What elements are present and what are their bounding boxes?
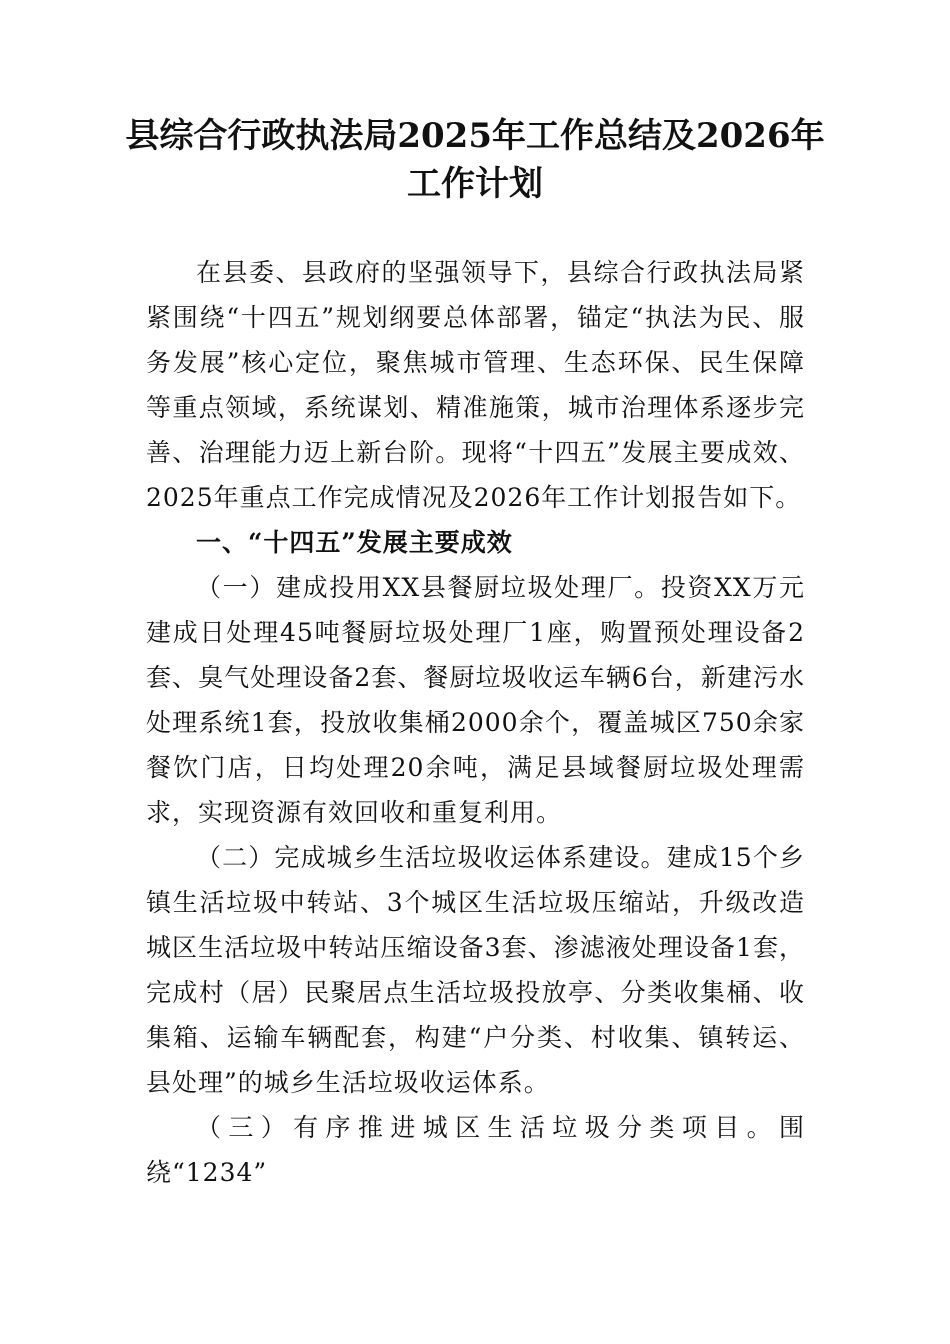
item-paragraph-2: （二）完成城乡生活垃圾收运体系建设。建成15个乡镇生活垃圾中转站、3个城区生活垃圾压缩站，升级改造城区生活垃圾中转站压缩设备3套、渗滤液处理设备1套，完成村（居）民聚居点生活垃圾投放亭、分类收集桶、收集箱、运输车辆配套，构建“户分类、村收集、镇转运、县处理”的城乡生活垃圾收运体系。 [146, 843, 805, 1097]
item-paragraph-3: （三）有序推进城区生活垃圾分类项目。围绕“1234” [146, 1113, 805, 1187]
item-paragraph-1: （一）建成投用XX县餐厨垃圾处理厂。投资XX万元建成日处理45吨餐厨垃圾处理厂1座，购置预处理设备2套、臭气处理设备2套、餐厨垃圾收运车辆6台，新建污水处理系统1套，投放收集桶2000余个，覆盖城区750余家餐饮门店，日均处理20余吨，满足县域餐厨垃圾处理需求，实现资源有效回收和重复利用。 [146, 573, 805, 827]
section-heading: 一、“十四五”发展主要成效 [196, 528, 513, 557]
document-title: 县综合行政执法局2025年工作总结及2026年工作计划 [125, 116, 825, 204]
document-body [146, 250, 805, 1195]
intro-paragraph: 在县委、县政府的坚强领导下，县综合行政执法局紧紧围绕“十四五”规划纲要总体部署，锚定“执法为民、服务发展”核心定位，聚焦城市管理、生态环保、民生保障等重点领域，系统谋划、精准施策，城市治理体系逐步完善、治理能力迈上新台阶。现将“十四五”发展主要成效、2025年重点工作完成情况及2026年工作计划报告如下。 [146, 258, 805, 512]
